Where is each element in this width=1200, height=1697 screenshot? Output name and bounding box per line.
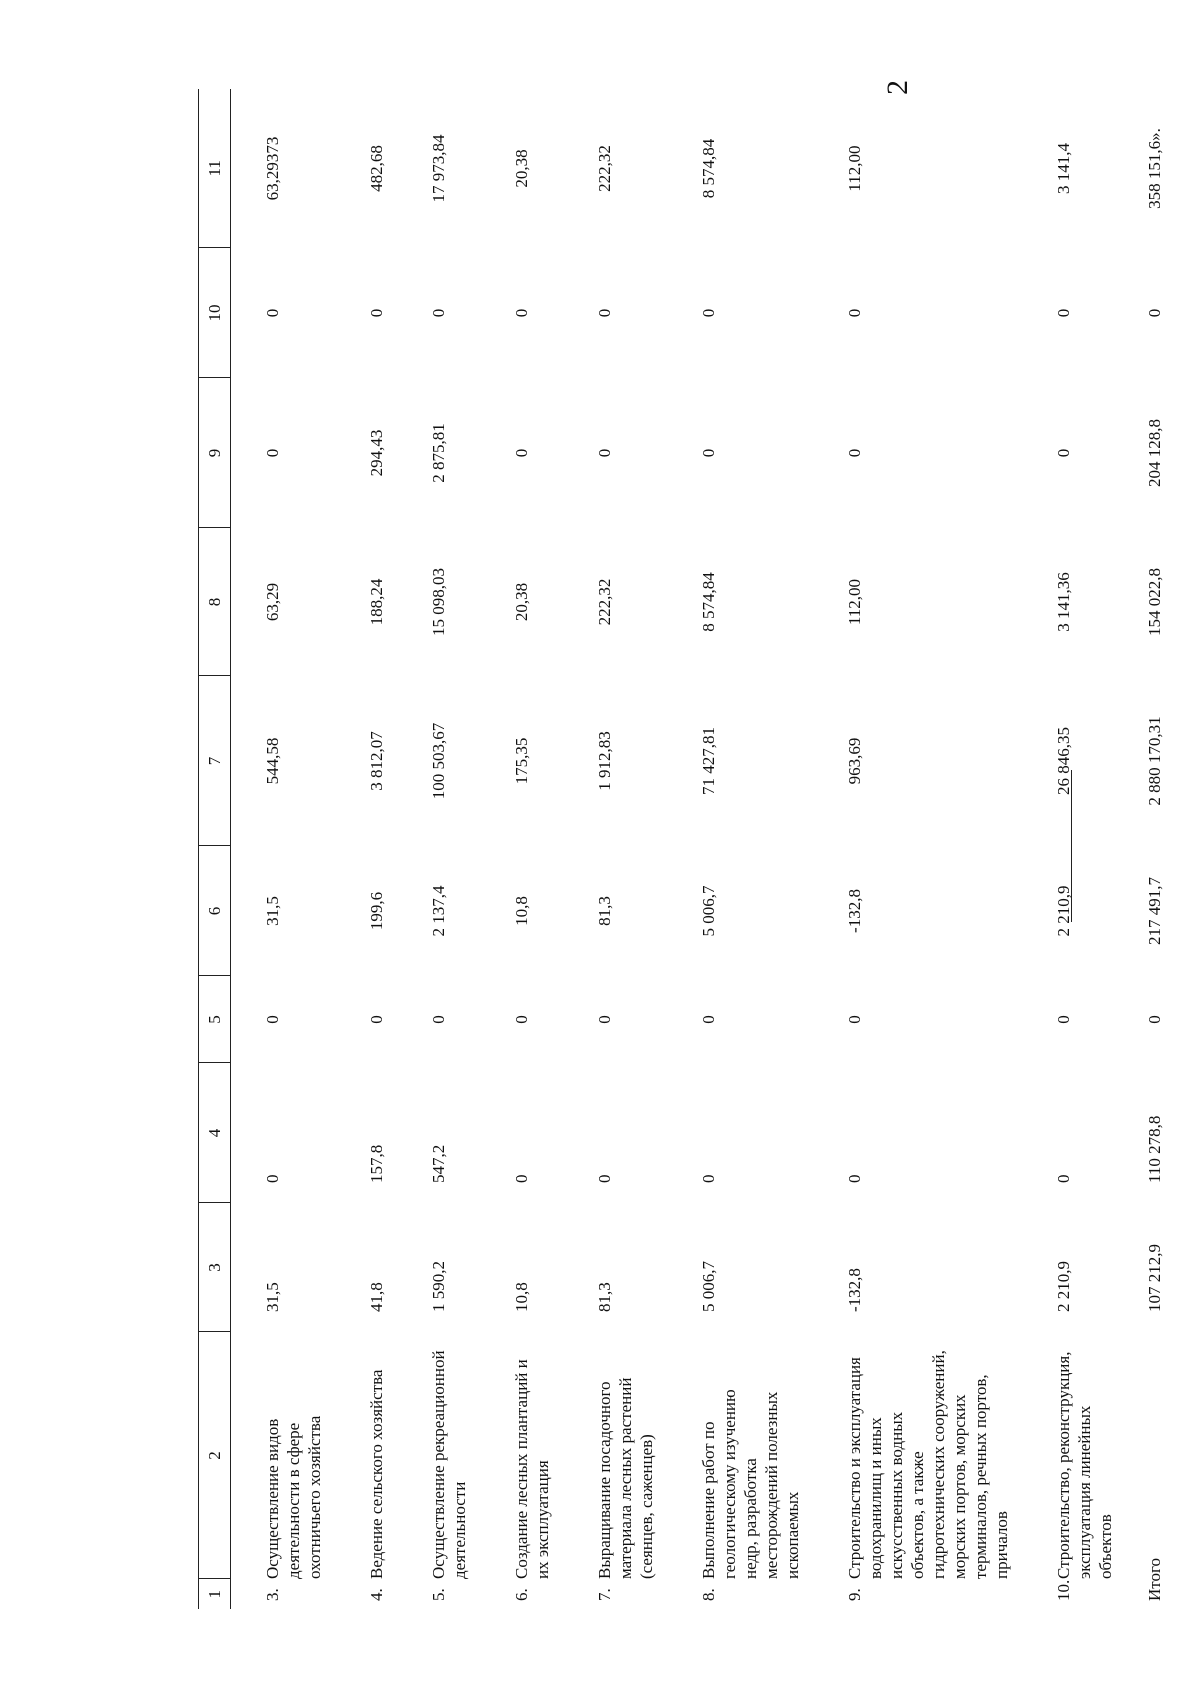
cell-c4: 0 — [512, 1174, 531, 1183]
cell-c3: 5 006,7 — [699, 1261, 718, 1312]
cell-c4: 547,2 — [429, 1144, 448, 1183]
total-c7: 2 880 170,31 — [1145, 716, 1164, 806]
cell-c4: 157,8 — [367, 1144, 386, 1183]
row-activity-name: Осуществление рекреационной деятельности — [429, 1350, 469, 1579]
column-header: 1 — [199, 1579, 231, 1609]
row-activity-name: Создание лесных плантаций и их эксплуатация — [512, 1359, 552, 1579]
row-number: 9. — [845, 1588, 864, 1601]
cell-c8: 222,32 — [595, 578, 614, 626]
cell-c7: 175,35 — [512, 737, 531, 785]
cell-c3: 81,3 — [595, 1282, 614, 1312]
total-c11: 358 151,6». — [1145, 128, 1164, 209]
cell-c7: 1 912,83 — [595, 731, 614, 791]
column-header: 9 — [199, 378, 231, 528]
cell-c6: 10,8 — [512, 896, 531, 926]
cell-c10: 0 — [595, 308, 614, 318]
cell-c6: 31,5 — [263, 896, 282, 926]
cell-c4: 0 — [263, 1174, 282, 1183]
total-c5: 0 — [1145, 1015, 1164, 1024]
column-header: 4 — [199, 1063, 231, 1203]
total-row — [1126, 89, 1171, 1609]
row-number: 4. — [367, 1588, 386, 1601]
column-header: 5 — [199, 976, 231, 1063]
cell-c8: 15 098,03 — [429, 568, 448, 636]
row-activity-name: Строительство и эксплуатация водохранилищ и иных искусственных водных объектов, а также гидротехнических сооружений, морских портов, морских терминалов, речных портов, причалов — [845, 1350, 1011, 1579]
cell-c10: 0 — [699, 308, 718, 318]
column-header: 10 — [199, 248, 231, 378]
table-body — [231, 89, 1172, 1609]
cell-c11: 8 574,84 — [699, 138, 718, 199]
table-row — [1022, 89, 1126, 1609]
total-c4: 110 278,8 — [1145, 1115, 1164, 1183]
cell-c7: 71 427,81 — [699, 727, 718, 795]
column-header: 6 — [199, 846, 231, 976]
column-header: 2 — [199, 1332, 231, 1579]
cell-c9: 0 — [263, 448, 282, 458]
cell-c6: 2 137,4 — [429, 885, 448, 937]
cell-c11: 482,68 — [367, 145, 386, 192]
cell-c8: 112,00 — [845, 578, 864, 626]
cell-c11: 17 973,84 — [429, 134, 448, 203]
cell-c4: 0 — [845, 1174, 864, 1183]
cell-c6: 5 006,7 — [699, 885, 718, 937]
total-c3: 107 212,9 — [1145, 1244, 1164, 1312]
cell-c8: 20,38 — [512, 582, 531, 622]
total-c9: 204 128,8 — [1145, 419, 1164, 487]
table-row — [397, 89, 480, 1609]
column-header: 7 — [199, 676, 231, 846]
cell-c11: 222,32 — [595, 145, 614, 192]
cell-c3: 10,8 — [512, 1282, 531, 1312]
cell-c9: 294,43 — [367, 429, 386, 477]
table-row — [667, 89, 813, 1609]
cell-c8: 63,29 — [263, 582, 282, 622]
cell-c7: 3 812,07 — [367, 731, 386, 791]
cell-c4: 0 — [595, 1174, 614, 1183]
page-number: 2 — [881, 80, 914, 95]
total-c8: 154 022,8 — [1145, 568, 1164, 636]
cell-c3: 2 210,9 — [1054, 1261, 1073, 1312]
row-activity-name: Осуществление видов деятельности в сфере охотничьего хозяйства — [263, 1415, 324, 1579]
column-header: 8 — [199, 528, 231, 676]
cell-c4: 0 — [699, 1174, 718, 1183]
cell-c9: 0 — [512, 448, 531, 458]
cell-c11: 63,29373 — [263, 136, 282, 201]
cell-c11: 3 141,4 — [1054, 143, 1073, 194]
data-table — [198, 89, 1171, 1609]
row-number: 6. — [512, 1588, 531, 1601]
cell-c10: 0 — [429, 308, 448, 318]
table-row — [813, 89, 1022, 1609]
cell-c5: 0 — [1054, 1015, 1073, 1024]
cell-c11: 20,38 — [512, 149, 531, 188]
row-number: 5. — [429, 1588, 448, 1601]
row-number: 8. — [699, 1588, 718, 1601]
row-activity-name: Строительство, реконструкция, эксплуатация линейных объектов — [1054, 1351, 1115, 1579]
cell-c10: 0 — [367, 308, 386, 318]
header-row — [199, 89, 231, 1609]
row-number: 7. — [595, 1588, 614, 1601]
cell-c5: 0 — [512, 1015, 531, 1024]
cell-c5: 0 — [845, 1015, 864, 1024]
cell-c8: 8 574,84 — [699, 572, 718, 632]
cell-c6: 199,6 — [367, 891, 386, 931]
total-c6: 217 491,7 — [1145, 877, 1164, 945]
cell-c5: 0 — [367, 1015, 386, 1024]
row-activity-name: Выращивание посадочного материала лесных растений (сеянцев, саженцев) — [595, 1377, 656, 1579]
table-row — [231, 89, 336, 1609]
total-c10: 0 — [1145, 308, 1164, 318]
cell-c10: 0 — [845, 308, 864, 318]
cell-c9: 0 — [1054, 448, 1073, 458]
cell-c9: 0 — [699, 448, 718, 458]
cell-c3: 31,5 — [263, 1282, 282, 1312]
cell-c10: 0 — [263, 308, 282, 318]
cell-c3: -132,8 — [845, 1268, 864, 1312]
column-header: 11 — [199, 89, 231, 248]
cell-c8: 188,24 — [367, 578, 386, 626]
cell-c9: 2 875,81 — [429, 423, 448, 483]
cell-c7: 100 503,67 — [429, 722, 448, 800]
cell-c3: 1 590,2 — [429, 1261, 448, 1312]
cell-c8: 3 141,36 — [1054, 572, 1073, 632]
row-activity-name: Выполнение работ по геологическому изучению недр, разработка месторождений полезных ископаемых — [699, 1389, 802, 1579]
cell-c9: 0 — [845, 448, 864, 458]
table-row — [563, 89, 667, 1609]
cell-c10: 0 — [512, 308, 531, 318]
cell-c7: 963,69 — [845, 737, 864, 785]
row-number: 3. — [263, 1588, 282, 1601]
rotated-table-container — [198, 89, 1200, 1609]
cell-c7: 544,58 — [263, 737, 282, 785]
cell-c5: 0 — [429, 1015, 448, 1024]
cell-c6: 81,3 — [595, 896, 614, 926]
cell-c5: 0 — [595, 1015, 614, 1024]
cell-c10: 0 — [1054, 308, 1073, 318]
table-row — [335, 89, 397, 1609]
table-row — [480, 89, 563, 1609]
cell-c3: 41,8 — [367, 1282, 386, 1312]
cell-c9: 0 — [595, 448, 614, 458]
cell-c11: 112,00 — [845, 145, 864, 192]
cell-c6: 2 210,9 — [1054, 885, 1073, 937]
cell-c5: 0 — [263, 1015, 282, 1024]
total-label: Итого — [1145, 1557, 1164, 1601]
column-header: 3 — [199, 1203, 231, 1332]
cell-c5: 0 — [699, 1015, 718, 1024]
row-activity-name: Ведение сельского хозяйства — [367, 1369, 386, 1579]
row-number: 10. — [1054, 1579, 1073, 1601]
cell-c7: 26 846,35 — [1054, 727, 1073, 795]
cell-c6: -132,8 — [845, 889, 864, 933]
cell-c4: 0 — [1054, 1174, 1073, 1183]
